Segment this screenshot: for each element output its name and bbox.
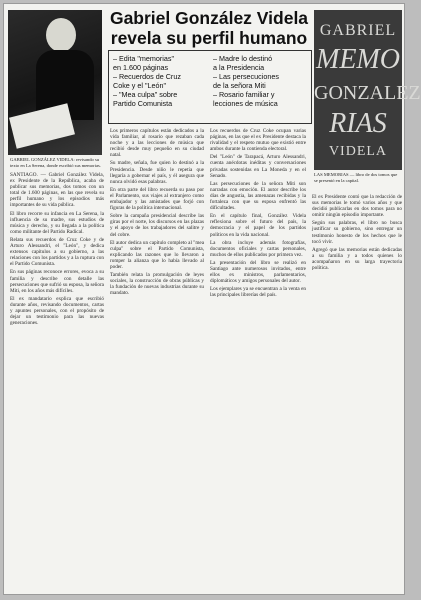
article-paragraph: En el capítulo final, González Videla reflexiona sobre el futuro del país, la democracia y el papel de los partidos políticos en la vida nacional. bbox=[210, 213, 306, 238]
newspaper-clipping bbox=[4, 4, 421, 594]
article-paragraph: Los ejemplares ya se encuentran a la venta en las principales librerías del país. bbox=[210, 286, 306, 299]
headline bbox=[108, 8, 310, 48]
bullet-line: Partido Comunista bbox=[113, 99, 173, 108]
bullet-line: en 1.600 páginas bbox=[113, 63, 169, 72]
bullet-column-left bbox=[113, 54, 209, 108]
photo-caption-left: GABRIEL GONZÁLEZ VIDELA: revisando su texto en La Serena, donde escribió sus memorias. bbox=[10, 157, 101, 168]
bullet-line: – Las persecuciones bbox=[213, 72, 279, 81]
bullet-line: a la Presidencia bbox=[213, 63, 265, 72]
bullet-line: – Madre lo destinó bbox=[213, 54, 273, 63]
book-cover-word: MEMO bbox=[316, 44, 400, 75]
article-paragraph: Los primeros capítulos están dedicados a la vida familiar, al rosario que rezaban cada noche y a las lecciones de música que recibió desde muy pequeño en su ciudad natal. bbox=[110, 128, 204, 159]
book-cover-word: VIDELA bbox=[328, 144, 388, 159]
article-column-4 bbox=[312, 194, 402, 394]
article-paragraph: Relata sus recuerdos de Cruz Coke y de Arturo Alessandri, el "León", y dedica extensos capítulos a su gobierno, a las relaciones con los partidos y a la ruptura con el Partido Comunista. bbox=[10, 236, 104, 268]
book-cover-word: RIAS bbox=[329, 108, 387, 139]
photo-head-shape bbox=[46, 18, 76, 52]
article-paragraph: En otra parte del libro recuerda su paso por el Parlamento, sus viajes al extranjero como embajador y las amistades que forjó con figuras de la política internacional. bbox=[110, 186, 204, 212]
article-paragraph: Su madre, señala, fue quien lo destinó a la Presidencia. Desde niño le repetía que llegaría a gobernar el país, y él asegura que nunca olvidó esas palabras. bbox=[110, 160, 204, 185]
article-paragraph: El ex mandatario explica que escribió durante años, revisando documentos, cartas y apuntes personales, con el propósito de dejar un testimonio para las nuevas generaciones. bbox=[10, 295, 104, 327]
article-paragraph: Sobre la campaña presidencial describe las giras por el norte, los discursos en las plazas y el apoyo de los trabajadores del salitre y del cobre. bbox=[110, 213, 204, 238]
bullet-line: – Recuerdos de Cruz bbox=[113, 72, 181, 81]
article-paragraph: Agregó que las memorias están dedicadas a su familia y a todos quienes lo acompañaron en su larga trayectoria política. bbox=[312, 246, 402, 272]
article-column-3 bbox=[210, 128, 306, 548]
book-cover-photo bbox=[314, 10, 421, 170]
article-paragraph: SANTIAGO. — Gabriel González Videla, ex Presidente de la República, acaba de publicar sus memorias, dos tomos con un total de 1.600 páginas, en las que revela su perfil humano y los episodios más importantes de su vida pública. bbox=[10, 172, 104, 209]
article-paragraph: En sus páginas reconoce errores, evoca a su familia y describe con detalle las persecuciones que sufrió su esposa, la señora Miti, en los años más difíciles. bbox=[10, 269, 104, 294]
book-cover-word: GABRIEL bbox=[319, 22, 397, 39]
bullet-line: – Edita "memorias" bbox=[113, 54, 175, 63]
article-paragraph: Según sus palabras, el libro no busca justificar su gobierno, sino entregar un testimonio honesto de los hechos que le tocó vivir. bbox=[312, 220, 402, 245]
book-cover-word: GONZALEZ bbox=[314, 82, 421, 104]
portrait-photo bbox=[8, 10, 102, 155]
article-paragraph: El ex Presidente contó que la redacción de sus memorias le tomó varios años y que decidió publicarlas en dos tomos para no omitir ningún episodio importante. bbox=[312, 194, 402, 219]
article-paragraph: Del "León" de Tarapacá, Arturo Alessandri, cuenta anécdotas inéditas y conversaciones privadas sostenidas en La Moneda y en el Senado. bbox=[210, 154, 306, 179]
article-paragraph: El autor dedica un capítulo completo al "mea culpa" sobre el Partido Comunista, explicando las razones que lo llevaron a romper la alianza que lo había llevado al poder. bbox=[110, 239, 204, 270]
article-paragraph: La presentación del libro se realizó en Santiago ante numerosos invitados, entre ellos ex ministros, parlamentarios, diplomáticos y amigos personales del autor. bbox=[210, 259, 306, 285]
article-paragraph: También relata la promulgación de leyes sociales, la construcción de obras públicas y la fundación de nuevas industrias durante su mandato. bbox=[110, 272, 204, 297]
bullet-line: Coke y el "León" bbox=[113, 81, 167, 90]
article-paragraph: El libro recorre su infancia en La Serena, la influencia de su madre, sus estudios de música y derecho, y su llegada a la política como militante del Partido Radical. bbox=[10, 210, 104, 235]
photo-caption-right: LAS MEMORIAS — libro de dos tomos que se presentó en la capital. bbox=[314, 172, 398, 183]
bullet-line: – "Mea culpa" sobre bbox=[113, 90, 178, 99]
bullet-line: de la señora Miti bbox=[213, 81, 266, 90]
headline-line-1: Gabriel González Videla bbox=[109, 8, 309, 28]
article-paragraph: Los recuerdos de Cruz Coke ocupan varias páginas, en las que el ex Presidente destaca la rivalidad y el respeto mutuo que existió entre ambos durante la contienda electoral. bbox=[210, 128, 306, 153]
article-column-2 bbox=[110, 128, 204, 500]
article-column-1 bbox=[10, 172, 104, 582]
article-paragraph: Las persecuciones de la señora Miti son narradas con emoción. El autor describe los días de angustia, las amenazas recibidas y la fortaleza con que su esposa enfrentó las dificultades. bbox=[210, 180, 306, 212]
article-paragraph: La obra incluye además fotografías, documentos oficiales y cartas personales, muchos de ellos publicados por primera vez. bbox=[210, 239, 306, 258]
bullet-box bbox=[108, 50, 312, 124]
photo-paper-shape bbox=[9, 103, 75, 149]
headline-line-2: revela su perfil humano bbox=[110, 28, 308, 48]
bullet-column-right bbox=[213, 54, 309, 108]
bullet-line: lecciones de música bbox=[213, 99, 278, 108]
bullet-line: – Rosario familiar y bbox=[213, 90, 275, 99]
